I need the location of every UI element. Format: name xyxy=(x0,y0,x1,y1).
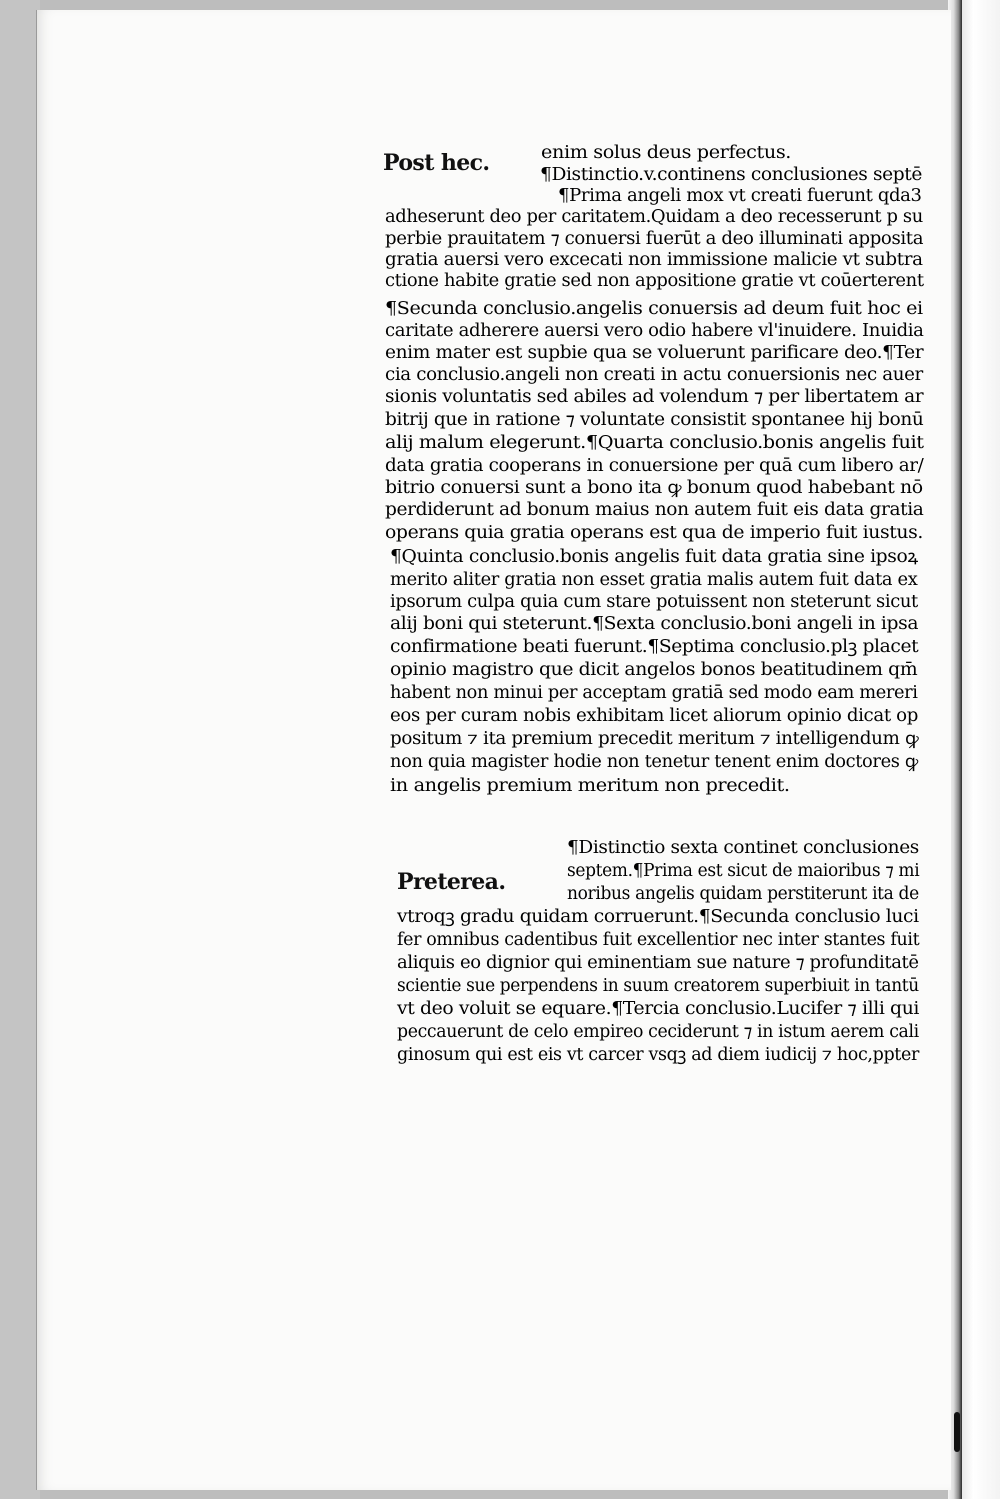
text-line: habent non minui per acceptam gratiā sed modo eam mereri xyxy=(390,683,918,703)
text-line: vtroqꝫ gradu quidam corruerunt.¶Secunda conclusio luci xyxy=(397,907,919,927)
scan-background xyxy=(0,0,40,1499)
text-line: cia conclusio.angeli non creati in actu conuersionis nec auer xyxy=(385,365,923,385)
text-line: enim solus deus perfectus. xyxy=(541,143,792,163)
text-line: ¶Distinctio sexta continet conclusiones xyxy=(567,838,919,858)
text-line: ¶Prima angeli mox vt creati fuerunt qda3 xyxy=(558,186,922,206)
text-line: merito aliter gratia non esset gratia malis autem fuit data ex xyxy=(390,570,918,590)
text-line: fer omnibus cadentibus fuit excellentior nec inter stantes fuit xyxy=(397,930,920,950)
text-line: perbie prauitatem ⁊ conuersi fuerūt a deo illuminati apposita xyxy=(385,229,924,249)
text-line: ginosum qui est eis vt carcer vsqꝫ ad diem iudicij ⁊ hoc,ppter xyxy=(397,1045,919,1065)
text-line: caritate adherere auersi vero odio habere vl'inuidere. Inuidia xyxy=(385,321,924,341)
text-line: enim mater est supbie qua se voluerunt parificare deo.¶Ter xyxy=(385,343,924,363)
text-line: in angelis premium meritum non precedit. xyxy=(390,776,790,796)
text-line: eos per curam nobis exhibitam licet aliorum opinio dicat op xyxy=(390,706,919,726)
text-line: ¶Distinctio.v.continens conclusiones septē xyxy=(540,165,923,185)
text-line: sionis voluntatis sed abiles ad volendum ⁊ per libertatem ar xyxy=(385,387,924,407)
text-line: operans quia gratia operans est qua de imperio fuit iustus. xyxy=(385,523,923,543)
text-line: scientie sue perpendens in suum creatorem superbiuit in tantū xyxy=(397,976,919,996)
text-line: septem.¶Prima est sicut de maioribus ⁊ mi xyxy=(567,861,920,881)
text-line: alij boni qui steterunt.¶Sexta conclusio.boni angeli in ipsa xyxy=(390,614,919,634)
text-line: noribus angelis quidam perstiterunt ita de xyxy=(567,884,919,904)
binding-clip-mark xyxy=(954,1412,960,1452)
section-heading-preterea xyxy=(397,869,505,895)
text-line: bitrio conuersi sunt a bono ita ꝙ bonum quod habebant nō xyxy=(385,478,923,498)
text-line: positum ⁊ ita premium precedit meritum ⁊ intelligendum ꝙ xyxy=(390,729,919,749)
text-line: aliquis eo dignior qui eminentiam sue nature ⁊ profunditatē xyxy=(397,953,919,973)
heading-text: Post hec. xyxy=(383,150,490,176)
text-line: confirmatione beati fuerunt.¶Septima conclusio.plꝫ placet xyxy=(390,637,919,657)
text-line: gratia auersi vero excecati non immissione malicie vt subtra xyxy=(385,250,923,270)
heading-text: Preterea. xyxy=(397,869,506,895)
text-line: vt deo voluit se equare.¶Tercia conclusio.Lucifer ⁊ illi qui xyxy=(397,999,920,1019)
text-line: alij malum elegerunt.¶Quarta conclusio.bonis angelis fuit xyxy=(385,433,924,453)
text-line: opinio magistro que dicit angelos bonos beatitudinem qm̄ xyxy=(390,660,918,680)
text-line: ctione habite gratie sed non appositione gratie vt coūerterent xyxy=(385,271,924,291)
text-line: bitrij que in ratione ⁊ voluntate consistit spontanee hij bonū xyxy=(385,410,924,430)
text-line: ipsorum culpa quia cum stare potuissent non steterunt sicut xyxy=(390,592,918,612)
text-line: perdiderunt ad bonum maius non autem fuit eis data gratia xyxy=(385,500,924,520)
text-line: non quia magister hodie non tenetur tenent enim doctores ꝙ xyxy=(390,752,918,772)
text-line: adheserunt deo per caritatem.Quidam a deo recesserunt p su xyxy=(385,207,923,227)
section-heading-post-hec xyxy=(383,150,489,176)
text-line: peccauerunt de celo empireo ceciderunt ⁊ in istum aerem cali xyxy=(397,1022,919,1042)
text-line: ¶Secunda conclusio.angelis conuersis ad deum fuit hoc ei xyxy=(385,299,923,319)
text-line: ¶Quinta conclusio.bonis angelis fuit data gratia sine ipsoꝝ xyxy=(390,547,918,567)
text-line: data gratia cooperans in conuersione per quā cum libero ar/ xyxy=(385,456,924,476)
adjacent-page-edge xyxy=(962,0,1000,1499)
